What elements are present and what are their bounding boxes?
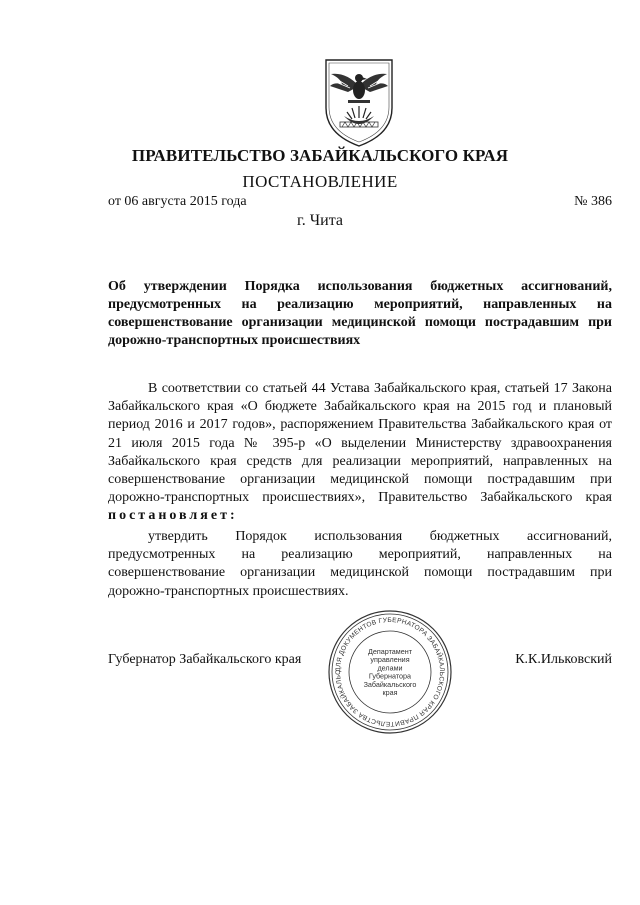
organization-title: ПРАВИТЕЛЬСТВО ЗАБАЙКАЛЬСКОГО КРАЯ bbox=[131, 146, 509, 165]
seal-outer-text: ДЛЯ ДОКУМЕНТОВ ГУБЕРНАТОРА ЗАБАЙКАЛЬСКОГО КРАЯ ПРАВИТЕЛЬСТВА ЗАБАЙКАЛЬС bbox=[334, 616, 446, 728]
decree-word: постановляет: bbox=[108, 508, 238, 524]
document-date: от 06 августа 2015 года bbox=[108, 194, 247, 209]
signatory-name: К.К.Ильковский bbox=[515, 652, 612, 667]
document-type: ПОСТАНОВЛЕНИЕ bbox=[242, 172, 398, 191]
coat-of-arms-emblem bbox=[318, 56, 400, 148]
document-city: г. Чита bbox=[296, 212, 343, 229]
signatory-position: Губернатор Забайкальского края bbox=[108, 652, 302, 667]
seal-center-line: Забайкальского bbox=[363, 679, 417, 689]
seal-center-line: края bbox=[382, 688, 398, 697]
body-paragraph-1 bbox=[108, 380, 612, 526]
seal-center-line: управления bbox=[370, 655, 410, 665]
seal-center-text bbox=[364, 647, 417, 697]
seal-center-line: Губернатора bbox=[368, 671, 412, 681]
seal-center-line: Департамент bbox=[367, 647, 413, 656]
document-subject: Об утверждении Порядка использования бюджетных ассигнований, предусмотренных на реализацию мероприятий, направленных на совершенствование организации медицинской помощи пострадавшим при дорожно-транспортных происшествиях bbox=[108, 279, 612, 348]
document-number: № 386 bbox=[574, 194, 612, 209]
official-seal bbox=[326, 608, 454, 736]
body-paragraph-2: утвердить Порядок использования бюджетных ассигнований, предусмотренных на реализацию мероприятий, направленных на совершенствование организации медицинской помощи пострадавшим при дорожно-транспортных происшествиях. bbox=[108, 529, 612, 599]
seal-center-line: делами bbox=[377, 663, 403, 673]
body-paragraph-1-text: В соответствии со статьей 44 Устава Забайкальского края, статьей 17 Закона Забайкальского края «О бюджете Забайкальского края на 2015 год и плановый период 2016 и 2017 годов», распоряжением Правительства Забайкальского края от 21 июля 2015 года № 395-р «О выделении Министерству здравоохранения Забайкальского края средств для реализации мероприятий, направленных на совершенствование организации медицинской помощи пострадавшим при дорожно-транспортных происшествиях», Правительство Забайкальского края bbox=[108, 381, 612, 506]
